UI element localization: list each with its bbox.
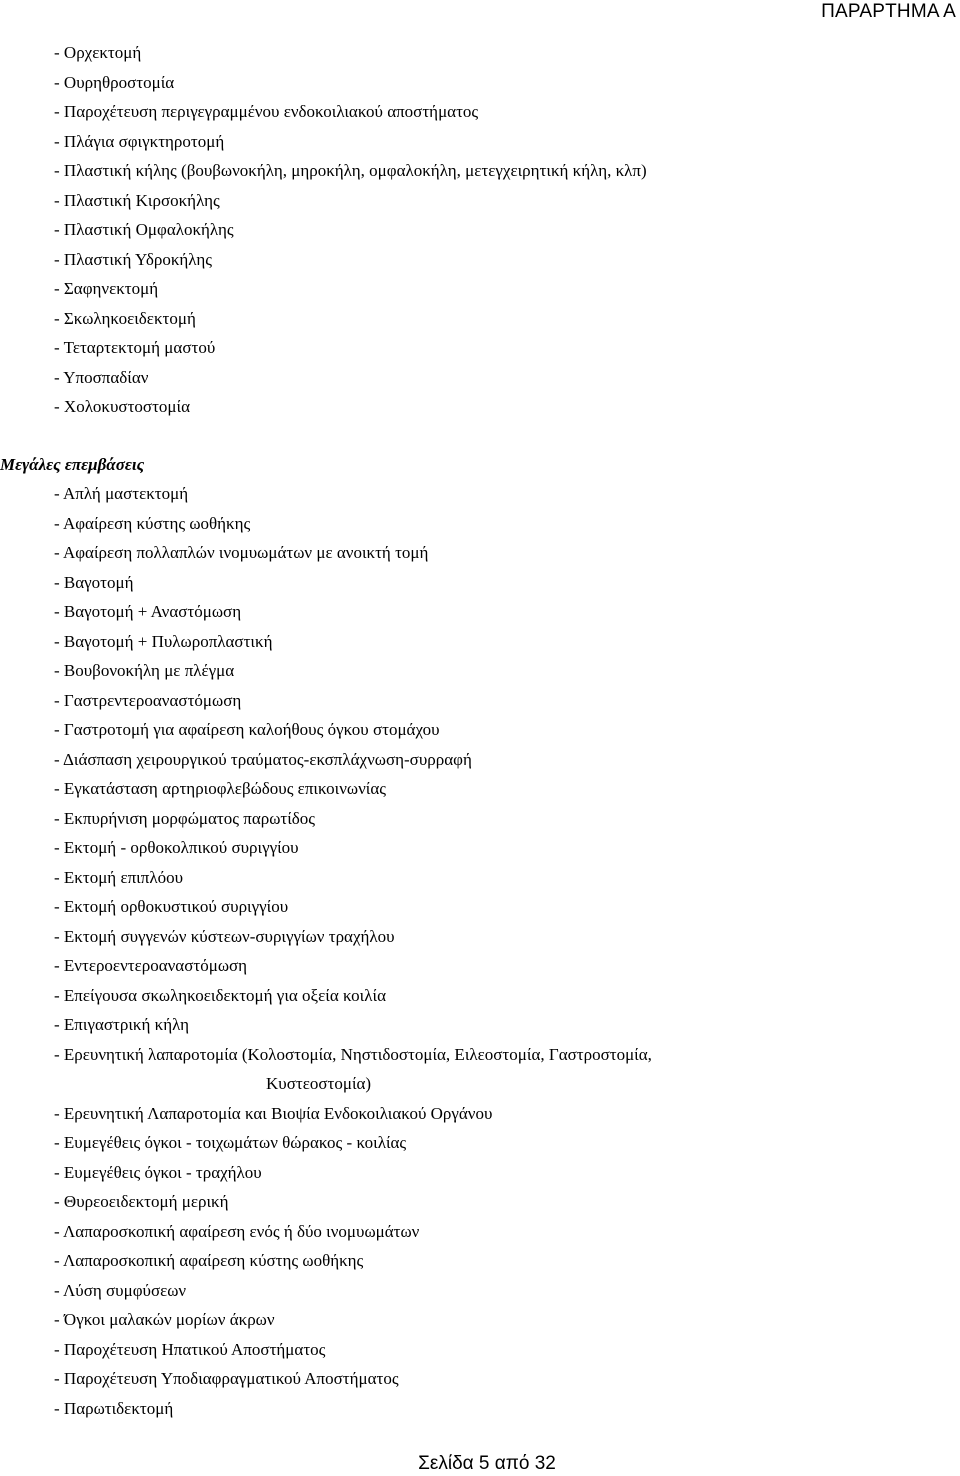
list-item: - Ερευνητική λαπαροτομία (Κολοστομία, Νηστιδοστομία, Ειλεοστομία, Γαστροστομία,	[54, 1044, 652, 1064]
list-item: - Λαπαροσκοπική αφαίρεση κύστης ωοθήκης	[54, 1251, 364, 1270]
list-item: - Ευμεγέθεις όγκοι - τραχήλου	[54, 1162, 262, 1182]
list-item: - Εκτομή επιπλόου	[54, 867, 183, 887]
list-item: - Λύση συμφύσεων	[54, 1280, 187, 1300]
list-item: - Βουβονοκήλη με πλέγμα	[54, 661, 235, 680]
list-item: - Γαστρεντεροαναστόμωση	[54, 690, 242, 710]
list-item: - Επιγαστρική κήλη	[54, 1015, 190, 1034]
list-item: - Απλή μαστεκτομή	[54, 484, 189, 503]
list-item: - Παροχέτευση περιγεγραμμένου ενδοκοιλιακού αποστήματος	[54, 102, 479, 121]
list-item: - Λαπαροσκοπική αφαίρεση ενός ή δύο ινομυωμάτων	[54, 1221, 420, 1241]
page-footer	[0, 1452, 960, 1476]
list-item: - Ερευνητική Λαπαροτομία και Βιοψία Ενδοκοιλιακού Οργάνου	[54, 1103, 493, 1123]
list-item: - Θυρεοειδεκτομή μερική	[54, 1192, 229, 1211]
list-item: - Παρωτιδεκτομή	[54, 1398, 174, 1418]
list-item: - Ουρηθροστομία	[54, 72, 175, 92]
list-item: - Πλαστική κήλης (βουβωνοκήλη, μηροκήλη, ομφαλοκήλη, μετεγχειρητική κήλη, κλπ)	[54, 161, 647, 180]
list-item: - Ορχεκτομή	[54, 43, 142, 62]
page-number: Σελίδα 5 από 32	[418, 1453, 556, 1474]
appendix-label: ΠΑΡΑΡΤΗΜΑ Α	[821, 1, 956, 22]
list-item: - Εντεροεντεροαναστόμωση	[54, 956, 248, 975]
list-item: - Βαγοτομή + Αναστόμωση	[54, 602, 242, 621]
list-item: - Σκωληκοειδεκτομή	[54, 308, 196, 328]
list-item: - Γαστροτομή για αφαίρεση καλοήθους όγκου στομάχου	[54, 720, 440, 739]
procedure-list-major	[54, 479, 652, 1423]
list-item: - Διάσπαση χειρουργικού τραύματος-εκσπλάχνωση-συρραφή	[54, 749, 472, 769]
list-item: - Εκτομή ορθοκυστικού συριγγίου	[54, 897, 289, 916]
list-item: - Επείγουσα σκωληκοειδεκτομή για οξεία κοιλία	[54, 985, 386, 1005]
list-item: - Χολοκυστοστομία	[54, 397, 190, 416]
list-item: - Σαφηνεκτομή	[54, 279, 159, 298]
list-item: - Εκτομή - ορθοκολπικού συριγγίου	[54, 838, 299, 857]
list-item: - Εκπυρήνιση μορφώματος παρωτίδος	[54, 808, 316, 828]
list-item: - Εγκατάσταση αρτηριοφλεβώδους επικοινωνίας	[54, 779, 387, 798]
list-item: - Παροχέτευση Υποδιαφραγματικού Αποστήματος	[54, 1369, 399, 1388]
list-item: - Υποσπαδίαν	[54, 367, 149, 387]
list-item: - Πλαστική Κιρσοκήλης	[54, 190, 220, 210]
list-item: - Εκτομή συγγενών κύστεων-συριγγίων τραχήλου	[54, 926, 395, 946]
list-item: - Όγκοι μαλακών μορίων άκρων	[54, 1310, 275, 1329]
list-item: - Παροχέτευση Ηπατικού Αποστήματος	[54, 1339, 326, 1359]
list-item: - Αφαίρεση πολλαπλών ινομυωμάτων με ανοικτή τομή	[54, 543, 429, 562]
list-item: - Πλαστική Ομφαλοκήλης	[54, 220, 234, 239]
section-heading-major-procedures: Μεγάλες επεμβάσεις	[0, 455, 145, 474]
list-item-continuation: Κυστεοστομία)	[266, 1074, 372, 1093]
list-item: - Πλαστική Υδροκήλης	[54, 249, 213, 269]
list-item: - Ευμεγέθεις όγκοι - τοιχωμάτων θώρακος - κοιλίας	[54, 1133, 407, 1152]
list-item: - Τεταρτεκτομή μαστού	[54, 338, 216, 357]
procedure-list-minor	[54, 38, 647, 422]
list-item: - Βαγοτομή + Πυλωροπλαστική	[54, 631, 273, 651]
list-item: - Αφαίρεση κύστης ωοθήκης	[54, 513, 251, 533]
list-item: - Πλάγια σφιγκτηροτομή	[54, 131, 225, 151]
list-item: - Βαγοτομή	[54, 572, 134, 592]
